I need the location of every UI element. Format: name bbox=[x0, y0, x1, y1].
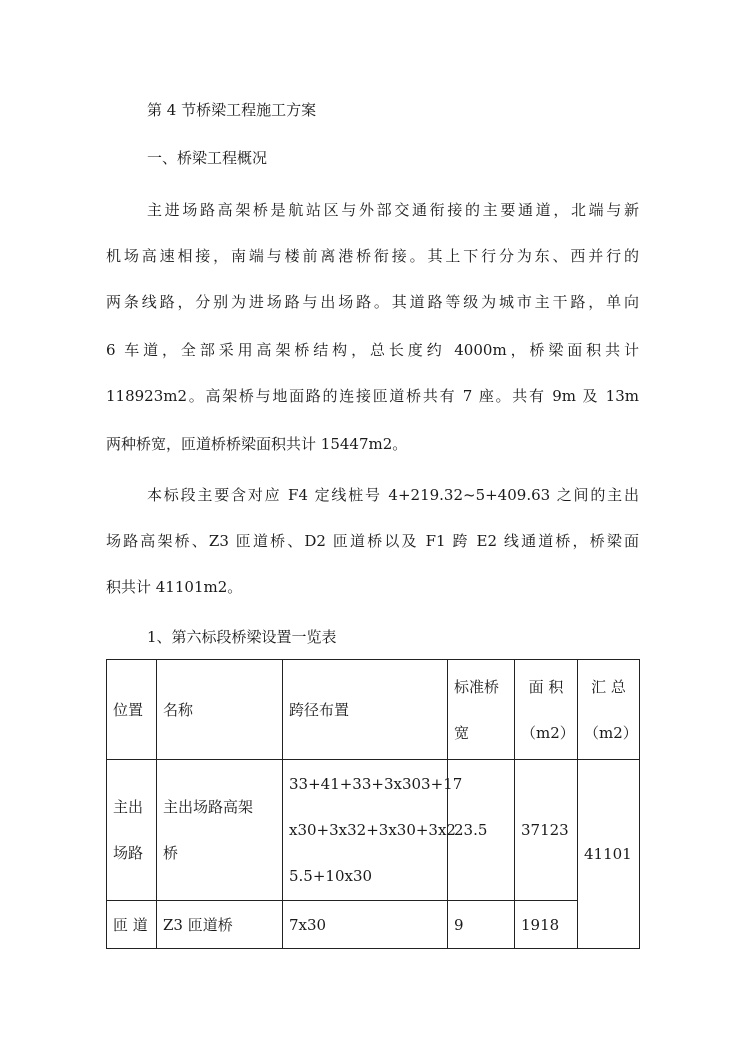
row1-position-line-2: 场路 bbox=[113, 844, 144, 862]
row1-span-line-2: x30+3x32+3x30+3x2 bbox=[289, 821, 456, 839]
header-position: 位置 bbox=[107, 660, 157, 760]
paragraph-1-line-2: 机场高速相接，南端与楼前离港桥衔接。其上下行分为东、西并行的 bbox=[106, 247, 639, 265]
row2-span: 7x30 bbox=[283, 901, 448, 949]
paragraph-1-line-1: 主进场路高架桥是航站区与外部交通衔接的主要通道，北端与新 bbox=[147, 201, 639, 219]
bridge-table bbox=[106, 659, 640, 949]
subsection-title: 一、桥梁工程概况 bbox=[147, 149, 268, 167]
row1-span-line-3: 5.5+10x30 bbox=[289, 867, 373, 885]
paragraph-1-line-4: 6 车道，全部采用高架桥结构，总长度约 4000m，桥梁面积共计 bbox=[106, 341, 639, 359]
header-total-line-1: 汇 总 bbox=[591, 677, 626, 696]
row1-position-line-1: 主出 bbox=[113, 798, 144, 816]
row1-span bbox=[283, 760, 463, 901]
header-span: 跨径布置 bbox=[283, 660, 448, 760]
table-header-row bbox=[107, 660, 640, 760]
row2-width: 9 bbox=[448, 901, 515, 949]
row2-area: 1918 bbox=[515, 901, 578, 949]
paragraph-1-line-3: 两条线路，分别为进场路与出场路。其道路等级为城市主干路，单向 bbox=[106, 293, 639, 311]
header-area-line-1: 面 积 bbox=[528, 677, 564, 696]
row1-position bbox=[107, 760, 157, 901]
paragraph-1-line-5: 118923m2。高架桥与地面路的连接匝道桥共有 7 座。共有 9m 及 13m bbox=[106, 387, 639, 405]
header-width bbox=[448, 660, 515, 760]
header-total bbox=[578, 660, 640, 760]
header-width-line-2: 宽 bbox=[454, 723, 470, 742]
table-row bbox=[107, 760, 640, 901]
row1-area: 37123 bbox=[515, 760, 578, 901]
row1-name-line-2: 桥 bbox=[163, 844, 179, 862]
row2-name: Z3 匝道桥 bbox=[157, 901, 283, 949]
header-width-line-1: 标准桥 bbox=[454, 677, 500, 696]
paragraph-2-line-3: 积共计 41101m2。 bbox=[106, 578, 243, 596]
header-name: 名称 bbox=[157, 660, 283, 760]
header-area bbox=[515, 660, 578, 760]
row1-span-line-1: 33+41+33+3x303+17 bbox=[289, 775, 463, 793]
table-row bbox=[107, 901, 640, 949]
row2-position: 匝 道 bbox=[107, 901, 157, 949]
row1-name bbox=[157, 760, 283, 901]
paragraph-2-line-1: 本标段主要含对应 F4 定线桩号 4+219.32~5+409.63 之间的主出 bbox=[147, 486, 639, 504]
header-total-line-2: （m2） bbox=[584, 723, 638, 742]
section-title: 第 4 节桥梁工程施工方案 bbox=[147, 101, 317, 119]
total-cell: 41101 bbox=[578, 760, 640, 949]
paragraph-2-line-2: 场路高架桥、Z3 匝道桥、D2 匝道桥以及 F1 跨 E2 线通道桥，桥梁面 bbox=[106, 532, 639, 550]
table-caption: 1、第六标段桥梁设置一览表 bbox=[147, 628, 337, 646]
header-area-line-2: （m2） bbox=[521, 723, 575, 742]
row1-width: 23.5 bbox=[448, 760, 515, 901]
paragraph-1-line-6: 两种桥宽，匝道桥桥梁面积共计 15447m2。 bbox=[106, 435, 408, 453]
row1-name-line-1: 主出场路高架 bbox=[163, 798, 254, 816]
